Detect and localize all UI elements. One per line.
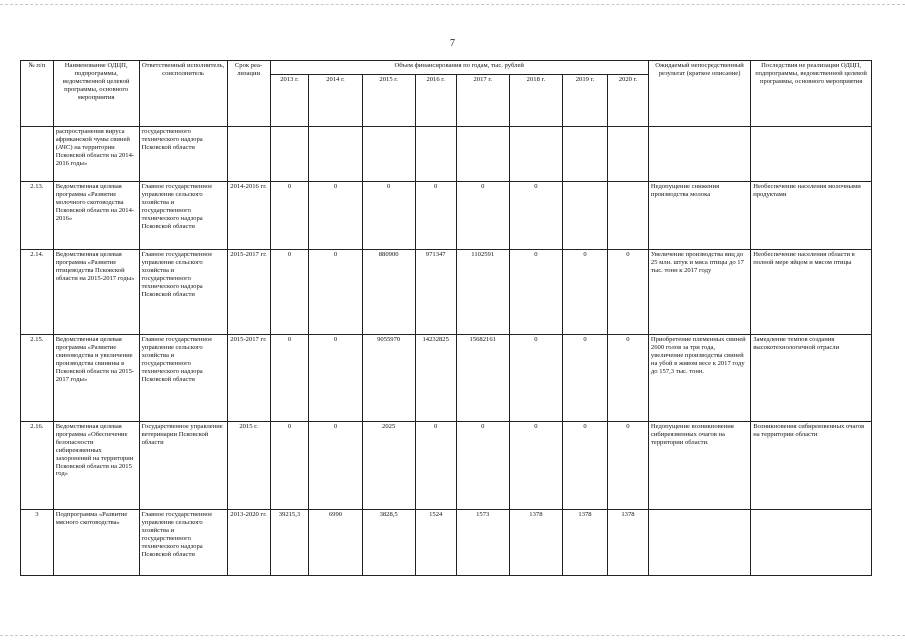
row-value: 0: [509, 250, 562, 335]
row-value: 0: [562, 422, 607, 510]
row-value: 971347: [415, 250, 456, 335]
row-consequences: [751, 510, 872, 576]
row-value: [562, 127, 607, 182]
row-value: [362, 127, 415, 182]
header-funding: Объем финансирования по годам, тыс. рублей: [270, 61, 648, 75]
row-responsible: Государственное управление ветеринарии Псковской области: [139, 422, 227, 510]
row-value: 0: [509, 335, 562, 422]
row-result: [648, 127, 750, 182]
row-value: 0: [456, 422, 509, 510]
row-value: 880900: [362, 250, 415, 335]
row-value: 0: [607, 250, 648, 335]
table-row: [21, 127, 872, 182]
row-num: 3: [21, 510, 54, 576]
row-result: Недопущение возникновения сибиреязвенных очагов на территории области.: [648, 422, 750, 510]
header-year: 2015 г.: [362, 75, 415, 127]
row-name: Ведомственная целевая программа «Развитие свиноводства и увеличение производства свинины в Псковской области на 2015-2017 годы»: [53, 335, 139, 422]
row-num: 2.16.: [21, 422, 54, 510]
row-result: Увеличение производства яиц до 25 млн. штук и мяса птицы до 17 тыс. тонн к 2017 году: [648, 250, 750, 335]
row-num: [21, 127, 54, 182]
row-num: 2.13.: [21, 182, 54, 250]
row-term: [227, 127, 270, 182]
row-value: [456, 127, 509, 182]
row-value: 1524: [415, 510, 456, 576]
funding-table: [20, 60, 872, 576]
row-value: 0: [270, 422, 309, 510]
row-responsible: государственного технического надзора Псковской области: [139, 127, 227, 182]
row-value: [309, 127, 362, 182]
row-value: 0: [270, 182, 309, 250]
row-value: 1102591: [456, 250, 509, 335]
header-term: Срок реа-лизации: [227, 61, 270, 127]
row-value: 9055970: [362, 335, 415, 422]
row-value: [415, 127, 456, 182]
row-value: 0: [509, 182, 562, 250]
row-term: 2014-2016 гг.: [227, 182, 270, 250]
row-name: Ведомственная целевая программа «Развитие молочного скотоводства Псковской области на 2014-2016»: [53, 182, 139, 250]
row-value: 14232825: [415, 335, 456, 422]
header-row: [21, 61, 872, 75]
header-year: 2014 г.: [309, 75, 362, 127]
table-row: [21, 510, 872, 576]
header-consequences: Последствия не реализации ОДЦП, подпрограммы, ведомственной целевой программы, основного мероприятия: [751, 61, 872, 127]
row-value: 0: [362, 182, 415, 250]
row-name: Ведомственная целевая программа «Развитие птицеводства Псковской области на 2015-2017 годы»: [53, 250, 139, 335]
table-row: [21, 335, 872, 422]
row-value: [607, 127, 648, 182]
row-consequences: [751, 127, 872, 182]
row-responsible: Главное государственное управление сельского хозяйства и государственного технического надзора Псковской области: [139, 250, 227, 335]
row-result: Приобретение племенных свиней 2600 голов за три года, увеличение производства свиней на убой в живом весе к 2017 году до 157,3 тыс. тонн.: [648, 335, 750, 422]
row-consequences: Необеспечение населения области в полной мере яйцом и мясом птицы: [751, 250, 872, 335]
row-value: 3828,5: [362, 510, 415, 576]
row-value: [607, 182, 648, 250]
header-year: 2013 г.: [270, 75, 309, 127]
row-name: Подпрограмма «Развитие мясного скотоводства»: [53, 510, 139, 576]
table-row: [21, 422, 872, 510]
header-responsible: Ответственный исполнитель, соисполнитель: [139, 61, 227, 127]
table-row: [21, 250, 872, 335]
row-result: Недопущение снижения производства молока: [648, 182, 750, 250]
row-responsible: Главное государственное управление сельского хозяйства и государственного технического надзора Псковской области: [139, 182, 227, 250]
row-value: 39215,3: [270, 510, 309, 576]
row-consequences: Возникновения сибиреязвенных очагов на территории области: [751, 422, 872, 510]
row-value: [509, 127, 562, 182]
row-num: 2.15.: [21, 335, 54, 422]
row-value: 0: [309, 335, 362, 422]
page-number: 7: [450, 38, 455, 49]
row-responsible: Главное государственное управление сельского хозяйства и государственного технического надзора Псковской области: [139, 510, 227, 576]
row-value: 0: [415, 182, 456, 250]
row-value: 0: [607, 335, 648, 422]
header-name: Наименование ОДЦП, подпрограммы, ведомственной целевой программы, основного мероприятия: [53, 61, 139, 127]
row-value: 0: [415, 422, 456, 510]
row-consequences: Замедление темпов создания высокотехнологичной отрасли: [751, 335, 872, 422]
header-num: № п/п: [21, 61, 54, 127]
row-value: 1378: [562, 510, 607, 576]
header-year: 2016 г.: [415, 75, 456, 127]
row-value: 0: [270, 250, 309, 335]
row-value: [562, 182, 607, 250]
row-value: 1378: [607, 510, 648, 576]
table-row: [21, 182, 872, 250]
row-name: Ведомственная целевая программа «Обеспечение безопасности сибиреязвенных захоронений на территории Псковской области на 2015 год»: [53, 422, 139, 510]
row-term: 2015-2017 гг.: [227, 335, 270, 422]
header-year: 2020 г.: [607, 75, 648, 127]
row-consequences: Необеспечение населения молочными продуктами: [751, 182, 872, 250]
header-year: 2019 г.: [562, 75, 607, 127]
scan-edge-top: [0, 4, 905, 5]
row-responsible: Главное государственное управление сельского хозяйства и государственного технического надзора Псковской области: [139, 335, 227, 422]
row-value: 0: [270, 335, 309, 422]
row-value: [270, 127, 309, 182]
row-name: распространения вируса африканской чумы свиней (АЧС) на территории Псковской области на 2014-2016 годы»: [53, 127, 139, 182]
row-value: 0: [309, 182, 362, 250]
row-value: 0: [456, 182, 509, 250]
header-year: 2018 г.: [509, 75, 562, 127]
row-num: 2.14.: [21, 250, 54, 335]
row-result: [648, 510, 750, 576]
row-term: 2015 г.: [227, 422, 270, 510]
row-value: 6990: [309, 510, 362, 576]
row-value: 15682161: [456, 335, 509, 422]
row-value: 1378: [509, 510, 562, 576]
header-year: 2017 г.: [456, 75, 509, 127]
row-value: 0: [509, 422, 562, 510]
row-value: 0: [607, 422, 648, 510]
row-value: 0: [309, 250, 362, 335]
row-value: 1573: [456, 510, 509, 576]
header-result: Ожидаемый непосредственный результат (краткое описание): [648, 61, 750, 127]
row-term: 2015-2017 гг.: [227, 250, 270, 335]
scan-edge-bottom: [0, 635, 905, 636]
row-term: 2013-2020 гг.: [227, 510, 270, 576]
row-value: 0: [562, 335, 607, 422]
row-value: 2025: [362, 422, 415, 510]
row-value: 0: [309, 422, 362, 510]
row-value: 0: [562, 250, 607, 335]
